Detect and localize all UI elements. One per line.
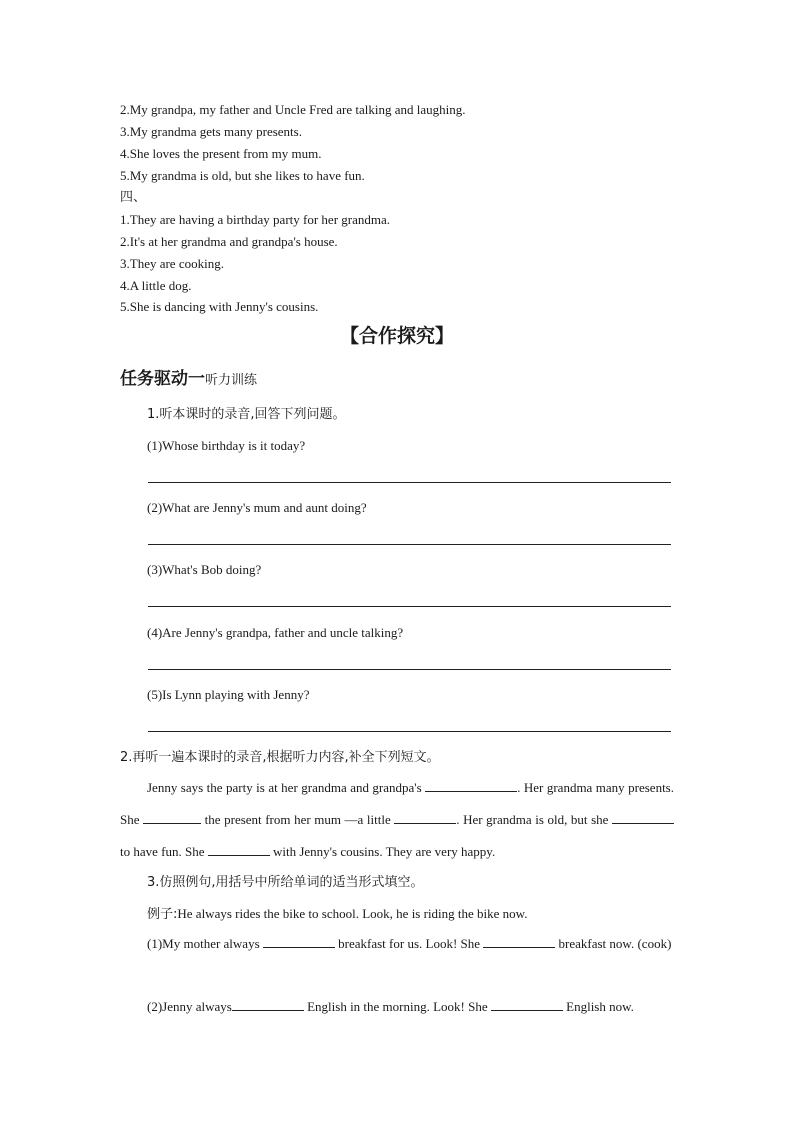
answer-line-4[interactable] xyxy=(148,669,671,670)
answer-line: 3.They are cooking. xyxy=(120,256,224,271)
example-sentence xyxy=(147,906,527,923)
answer-line: 5.She is dancing with Jenny's cousins. xyxy=(120,299,319,314)
passage-blank[interactable] xyxy=(425,779,517,792)
exercise-3-instruction: 3.仿照例句,用括号中所给单词的适当形式填空。 xyxy=(147,875,424,890)
question-4: (4)Are Jenny's grandpa, father and uncle talking? xyxy=(147,625,404,640)
answer-line: 1.They are having a birthday party for her grandma. xyxy=(120,212,391,227)
question-1: (1)Whose birthday is it today? xyxy=(147,438,306,453)
question-5: (5)Is Lynn playing with Jenny? xyxy=(147,687,310,702)
passage-blank[interactable] xyxy=(394,811,456,824)
answer-line: 2.It's at her grandma and grandpa's house. xyxy=(120,234,338,249)
example-label: 例子: xyxy=(147,907,178,922)
answer-line-1[interactable] xyxy=(148,482,671,483)
passage-text: Jenny says the party is at her grandma and grandpa's xyxy=(147,780,422,795)
example-text: He always rides the bike to school. Look, he is riding the bike now. xyxy=(177,906,528,921)
answer-line-5[interactable] xyxy=(148,731,671,732)
item-blank[interactable] xyxy=(491,998,563,1011)
exercise-1-instruction: 1.听本课时的录音,回答下列问题。 xyxy=(147,407,346,422)
item-text: English in the morning. Look! She xyxy=(307,999,488,1014)
item-text: (2)Jenny always xyxy=(147,999,232,1014)
task-heading-main: 任务驱动一 xyxy=(120,369,205,389)
item-text: (1)My mother always xyxy=(147,936,260,951)
task-heading-sub: 听力训练 xyxy=(205,373,258,388)
answer-line: 5.My grandma is old, but she likes to have fun. xyxy=(120,168,365,183)
section-four-label: 四、 xyxy=(120,190,147,205)
answer-line-3[interactable] xyxy=(148,606,671,607)
question-3: (3)What's Bob doing? xyxy=(147,562,262,577)
passage-text: the present from her mum —a little xyxy=(204,812,391,827)
answer-line-2[interactable] xyxy=(148,544,671,545)
answer-line: 4.A little dog. xyxy=(120,278,192,293)
passage-blank[interactable] xyxy=(612,811,674,824)
item-blank[interactable] xyxy=(232,998,304,1011)
passage-blank[interactable] xyxy=(143,811,201,824)
passage-text: . Her grandma many presents. She xyxy=(120,780,674,827)
passage-text: with Jenny's cousins. They are very happy. xyxy=(272,844,496,859)
task-heading xyxy=(120,368,257,392)
item-text: English now. xyxy=(566,999,634,1014)
exercise-2-instruction: 2.再听一遍本课时的录音,根据听力内容,补全下列短文。 xyxy=(120,750,440,765)
item-blank[interactable] xyxy=(483,935,555,948)
answer-line: 4.She loves the present from my mum. xyxy=(120,146,322,161)
question-2: (2)What are Jenny's mum and aunt doing? xyxy=(147,500,367,515)
answer-line: 2.My grandpa, my father and Uncle Fred are talking and laughing. xyxy=(120,102,466,117)
item-text: breakfast for us. Look! She xyxy=(338,936,481,951)
fill-in-passage xyxy=(120,772,674,868)
item-text: breakfast now. (cook) xyxy=(558,936,672,951)
exercise-3-item-1 xyxy=(120,928,674,960)
item-blank[interactable] xyxy=(263,935,335,948)
passage-text: . Her grandma is old, but she xyxy=(456,812,609,827)
section-title: 【合作探究】 xyxy=(339,325,454,347)
answer-line: 3.My grandma gets many presents. xyxy=(120,124,302,139)
exercise-3-item-2 xyxy=(120,991,674,1023)
passage-blank[interactable] xyxy=(208,843,270,856)
passage-text: to have fun. She xyxy=(120,844,205,859)
